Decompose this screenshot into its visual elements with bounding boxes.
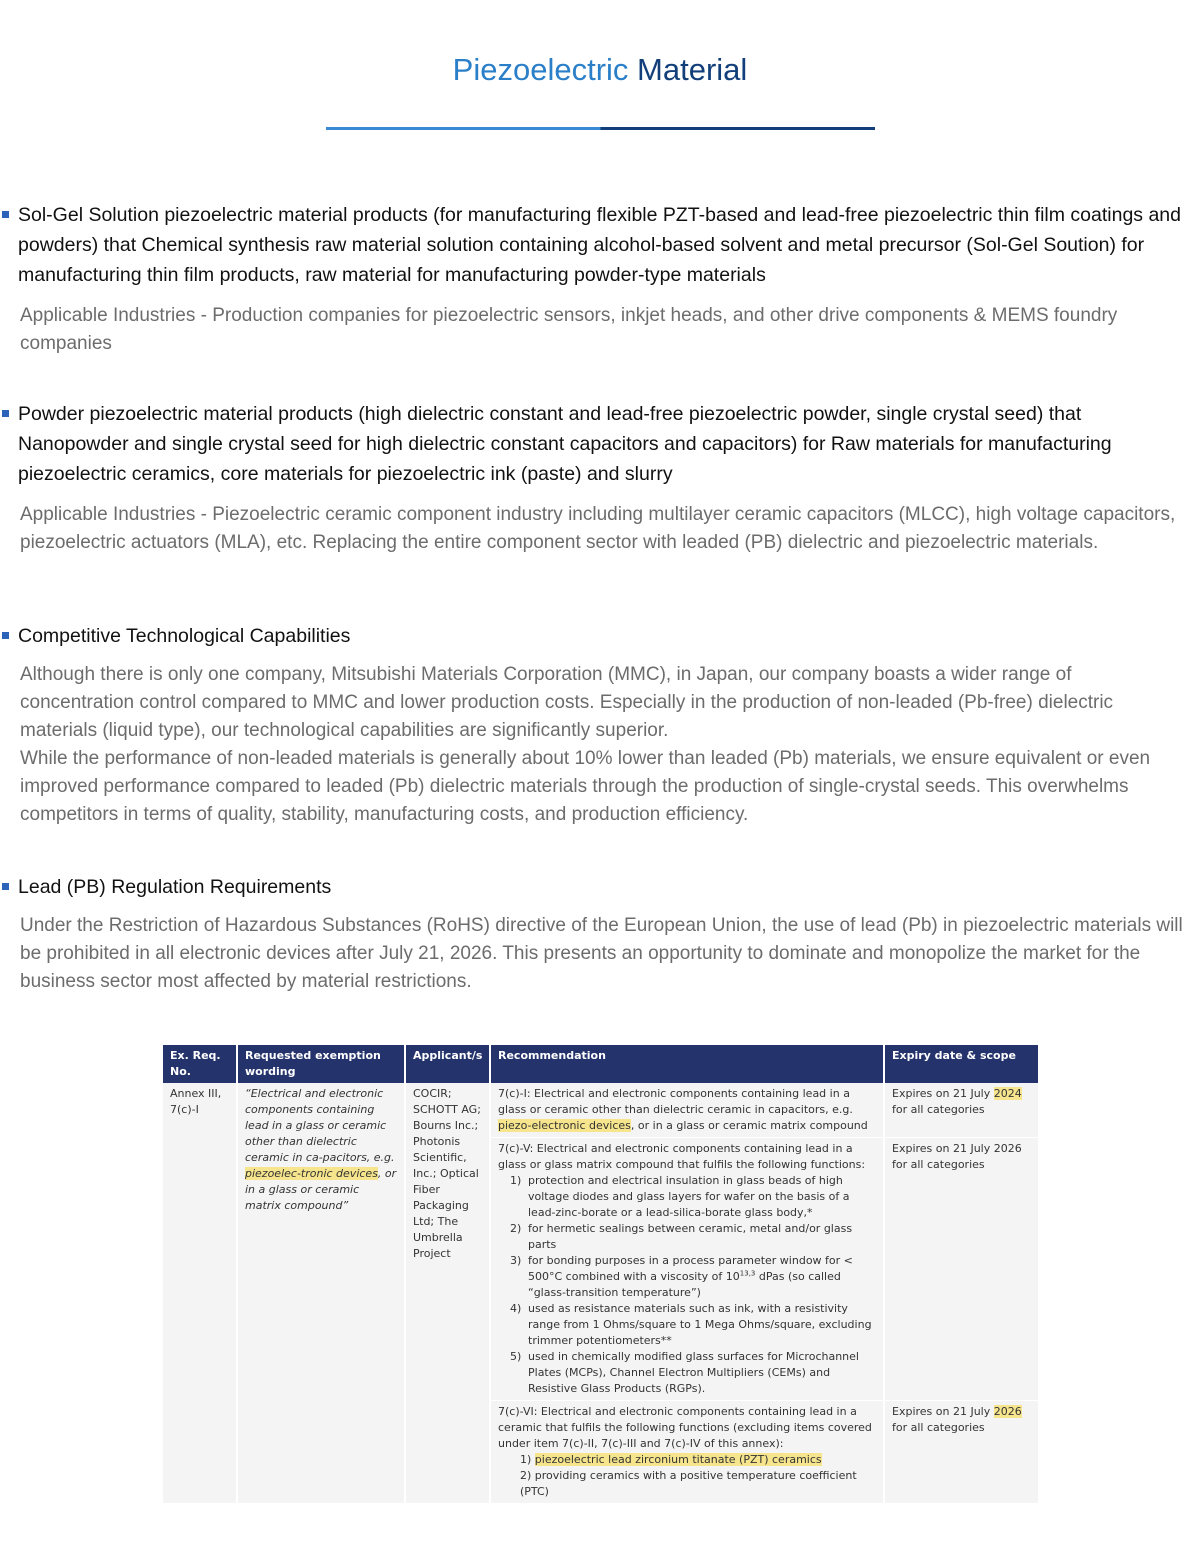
wording-text: “Electrical and electronic components containing lead in a glass or ceramic other than dielectric ceramic in ca-pacitors, e.g. [245, 1087, 395, 1164]
recommendation-cell [490, 1138, 884, 1401]
rec-text: 7(c)-I: Electrical and electronic components containing lead in a glass or ceramic other than dielectric ceramic in capacitors, e.g. [498, 1087, 853, 1116]
list-number: 1) [510, 1174, 522, 1187]
section-heading-text: Lead (PB) Regulation Requirements [18, 876, 332, 898]
list-text: providing ceramics with a positive temperature coefficient (PTC) [520, 1469, 857, 1498]
highlighted-text: piezoelec-tronic devices [245, 1167, 378, 1180]
section-body [0, 302, 1190, 358]
bullet-square-icon [2, 883, 9, 890]
function-list [498, 1452, 876, 1500]
rec-intro: 7(c)-V: Electrical and electronic components containing lead in a glass or glass matrix compound that fulfils the following functions: [498, 1142, 866, 1171]
bullet-square-icon [2, 410, 9, 417]
expiry-text: for all categories [892, 1421, 985, 1434]
page-title [0, 52, 1200, 88]
recommendation-cell [490, 1083, 884, 1138]
section-heading [0, 200, 1183, 290]
section-heading [0, 621, 1183, 651]
bullet-square-icon [2, 211, 9, 218]
table-header-cell: Expiry date & scope [884, 1045, 1038, 1083]
highlighted-text: piezoelectric lead zirconium titanate (PZT) ceramics [534, 1453, 822, 1466]
section-heading [0, 399, 1183, 489]
ex-req-no-cell: Annex III, 7(c)-I [163, 1083, 237, 1504]
list-text: protection and electrical insulation in glass beads of high voltage diodes and glass layers for wafer on the basis of a lead-zinc-borate or a lead-silica-borate glass body,* [528, 1174, 850, 1219]
section-heading-text: Sol-Gel Solution piezoelectric material products (for manufacturing flexible PZT-based and lead-free piezoelectric thin film coatings and powders) that Chemical synthesis raw material solution containing alcohol-based solvent and metal precursor (Sol-Gel Soution) for manufacturing thin film products, raw material for manufacturing powder-type materials [18, 204, 1181, 286]
section-heading-text: Competitive Technological Capabilities [18, 625, 351, 647]
list-item [498, 1452, 876, 1468]
page-title-part2: Material [637, 52, 748, 87]
section-paragraph: Under the Restriction of Hazardous Substances (RoHS) directive of the European Union, the use of lead (Pb) in piezoelectric materials will be prohibited in all electronic devices after July 21, 2026. This presents an opportunity to dominate and monopolize the market for the business sector most affected by material restrictions. [20, 915, 1183, 992]
highlighted-text: 2024 [993, 1087, 1022, 1100]
rec-intro: 7(c)-VI: Electrical and electronic components containing lead in a ceramic that fulfils the following functions (excluding items covered under item 7(c)-II, 7(c)-III and 7(c)-IV of this annex): [498, 1405, 872, 1450]
section-lead-regulation [0, 872, 1200, 996]
exponent: 13,3 [739, 1269, 756, 1278]
list-number: 4) [510, 1302, 522, 1315]
table-header-cell: Applicant/s [405, 1045, 490, 1083]
rohs-exemption-table [163, 1045, 1038, 1504]
highlighted-text: 2026 [993, 1405, 1022, 1418]
section-heading-text: Powder piezoelectric material products (high dielectric constant and lead-free piezoelectric powder, single crystal seed) that Nanopowder and single crystal seed for high dielectric constant capacitors and capacitors) for Raw materials for manufacturing piezoelectric ceramics, core materials for piezoelectric ink (paste) and slurry [18, 403, 1112, 485]
list-number: 5) [510, 1350, 522, 1363]
requested-wording-cell [237, 1083, 405, 1504]
section-paragraph: Applicable Industries - Production companies for piezoelectric sensors, inkjet heads, and other drive components & MEMS foundry companies [20, 305, 1118, 354]
expiry-text: Expires on 21 July [892, 1087, 994, 1100]
function-list [498, 1173, 876, 1397]
expiry-cell: Expires on 21 July 2026 for all categories [884, 1138, 1038, 1401]
list-item [498, 1468, 876, 1500]
list-number: 3) [510, 1254, 522, 1267]
bullet-square-icon [2, 632, 9, 639]
expiry-text: Expires on 21 July [892, 1405, 994, 1418]
table-header-cell: Requested exemption wording [237, 1045, 405, 1083]
applicants-cell: COCIR; SCHOTT AG; Bourns Inc.; Photonis Scientific, Inc.; Optical Fiber Packaging Ltd; The Umbrella Project [405, 1083, 490, 1504]
list-item [498, 1173, 876, 1221]
section-body [0, 661, 1190, 829]
table-header-row [163, 1045, 1038, 1083]
highlighted-text: piezo-electronic devices [498, 1119, 631, 1132]
wording-text: , or in a glass or ceramic matrix compound” [245, 1167, 397, 1212]
section-paragraph: While the performance of non-leaded materials is generally about 10% lower than leaded (Pb) materials, we ensure equivalent or even improved performance compared to leaded (Pb) dielectric materials through the production of single-crystal seeds. This overwhelms competitors in terms of quality, stability, manufacturing costs, and production efficiency. [20, 748, 1151, 825]
list-number: 2) [510, 1222, 522, 1235]
list-text: dPas (so called “glass-transition temperature”) [528, 1270, 841, 1299]
section-paragraph: Although there is only one company, Mitsubishi Materials Corporation (MMC), in Japan, our company boasts a wider range of concentration control compared to MMC and lower production costs. Especially in the production of non-leaded (Pb-free) dielectric materials (liquid type), our technological capabilities are significantly superior. [20, 664, 1114, 741]
table-header-cell: Recommendation [490, 1045, 884, 1083]
section-paragraph: Applicable Industries - Piezoelectric ceramic component industry including multilayer ceramic capacitors (MLCC), high voltage capacitors, piezoelectric actuators (MLA), etc. Replacing the entire component sector with leaded (PB) dielectric and piezoelectric materials. [20, 504, 1176, 553]
title-underline [326, 127, 875, 130]
section-body [0, 501, 1190, 557]
section-body [0, 912, 1190, 996]
recommendation-cell [490, 1401, 884, 1504]
expiry-text: for all categories [892, 1103, 985, 1116]
table-row [163, 1083, 1038, 1138]
list-text: for hermetic sealings between ceramic, metal and/or glass parts [528, 1222, 853, 1251]
list-item [498, 1221, 876, 1253]
list-text: used in chemically modified glass surfaces for Microchannel Plates (MCPs), Channel Electron Multipliers (CEMs) and Resistive Glass Products (RGPs). [528, 1350, 859, 1395]
list-item [498, 1253, 876, 1301]
section-competitive [0, 621, 1200, 829]
expiry-cell [884, 1083, 1038, 1138]
section-powder [0, 399, 1200, 557]
list-item [498, 1301, 876, 1349]
list-number: 1) [520, 1453, 532, 1466]
list-number: 2) [520, 1469, 532, 1482]
expiry-cell [884, 1401, 1038, 1504]
list-text: for bonding purposes in a process parameter window for < 500°C combined with a viscosity of 10 [528, 1254, 853, 1283]
page-title-part1: Piezoelectric [452, 52, 629, 87]
section-heading [0, 872, 1183, 902]
rec-text: , or in a glass or ceramic matrix compound [630, 1119, 868, 1132]
section-sol-gel [0, 200, 1200, 358]
list-text: used as resistance materials such as ink, with a resistivity range from 1 Ohms/square to 1 Mega Ohms/square, excluding trimmer potentiometers** [528, 1302, 872, 1347]
list-item [498, 1349, 876, 1397]
table-header-cell: Ex. Req. No. [163, 1045, 237, 1083]
